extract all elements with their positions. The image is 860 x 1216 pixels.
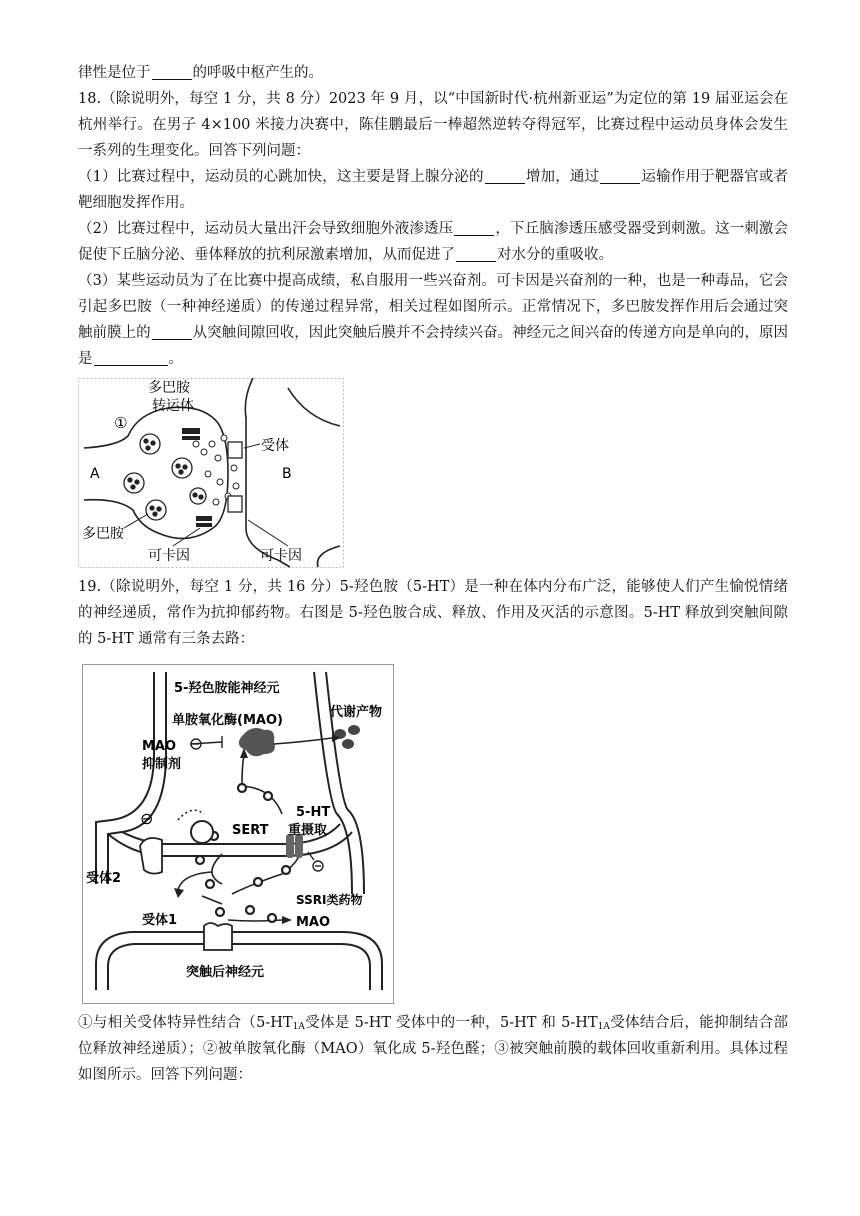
transporter-icon	[182, 428, 200, 434]
q18-text: 增加，通过	[525, 169, 600, 185]
answer-blank[interactable]	[94, 349, 168, 366]
document-page	[78, 60, 788, 1088]
q18-text: （1）比赛过程中，运动员的心跳加快，这主要是肾上腺分泌的	[78, 169, 484, 185]
answer-blank[interactable]	[152, 63, 192, 80]
q18-text: 。	[168, 351, 183, 367]
answer-blank[interactable]	[152, 323, 192, 340]
q19-stem: 19.（除说明外，每空 1 分，共 16 分）5-羟色胺（5-HT）是一种在体内分布广泛，能够使人们产生愉悦情绪的神经递质，常作为抗抑郁药物。右图是 5-羟色胺合成、释放、作用及灭活的示意图。5-HT 释放到突触间隙的 5-HT 通常有三条去路：	[78, 579, 788, 647]
subscript: 1A	[292, 1022, 305, 1032]
q17-text: 律性是位于	[78, 65, 151, 81]
dopamine-synapse-figure	[78, 378, 344, 568]
inhibition-icon: ⊖	[140, 809, 154, 828]
receptor1-label: 受体1	[142, 913, 178, 928]
q17-tail	[78, 60, 788, 86]
presynaptic-neuron-label: 5-羟色胺能神经元	[174, 681, 280, 696]
metabolite-label: 代谢产物	[330, 705, 383, 720]
label-1: ①	[114, 414, 128, 432]
mao-output-label: MAO	[296, 915, 331, 930]
postsynaptic-neuron-label: 突触后神经元	[186, 965, 265, 980]
q18-part2	[78, 216, 788, 268]
dopamine-label: 多巴胺	[82, 526, 124, 542]
q18-part1	[78, 164, 788, 216]
q18-stem: 18.（除说明外，每空 1 分，共 8 分）2023 年 9 月，以“中国新时代·杭州新亚运”为定位的第 19 届亚运会在杭州举行。在男子 4×100 米接力决赛中，陈佳鹏最后一棒超然逆转夺得冠军，比赛过程中运动员身体会发生一系列的生理变化。回答下列问题：	[78, 91, 788, 159]
ssri-label: SSRI类药物	[296, 893, 363, 907]
reuptake-label: 重摄取	[288, 823, 328, 838]
mao-inhibitor-label: MAO	[142, 739, 177, 754]
q18-text: ，下丘脑渗透压感受器受到刺激。这一刺激会促使下丘脑分泌、垂体释放的抗利尿激素增加，从而促进了	[78, 221, 788, 263]
q18-text: （3）某些运动员为了在比赛中提高成绩，私自服用一些兴奋剂。可卡因是兴奋剂的一种，也是一种毒品，它会引起多巴胺（一种神经递质）的传递过程异常，相关过程如图所示。正常情况下，多巴胺发挥作用后会通过突触前膜上的	[78, 273, 788, 341]
sert-label: SERT	[232, 823, 269, 838]
q19-text: ①与相关受体特异性结合（5-HT	[78, 1015, 293, 1031]
neuron-a-label: A	[90, 466, 100, 482]
answer-blank[interactable]	[485, 167, 525, 184]
mao-label: 单胺氧化酶(MAO)	[172, 713, 283, 728]
q18-part3	[78, 268, 788, 372]
neuron-b-label: B	[282, 466, 292, 482]
transporter-label: 多巴胺	[148, 380, 190, 396]
cocaine-label: 可卡因	[148, 548, 190, 564]
reuptake-label: 5-HT	[296, 805, 331, 820]
serotonin-synapse-diagram	[82, 664, 394, 1004]
answer-blank[interactable]	[456, 245, 496, 262]
answer-blank[interactable]	[600, 167, 640, 184]
receptor2-icon	[140, 838, 162, 874]
subscript: 1A	[597, 1022, 610, 1032]
mao-inhibitor-label: 抑制剂	[142, 757, 182, 772]
serotonin-synapse-figure	[82, 664, 394, 1004]
dopamine-synapse-diagram	[78, 378, 344, 568]
receptor2-label: 受体2	[86, 871, 122, 886]
q19-end	[78, 1010, 788, 1088]
q18-text: 运输作用于靶器官或者靶细胞发挥作用。	[78, 169, 788, 211]
q18-text: 对水分的重吸收。	[497, 247, 613, 263]
cocaine-label: 可卡因	[260, 548, 302, 564]
receptor-icon	[228, 442, 242, 458]
receptor1-icon	[204, 923, 232, 950]
q18-text: （2）比赛过程中，运动员大量出汗会导致细胞外液渗透压	[78, 221, 454, 237]
receptor-label: 受体	[261, 438, 289, 454]
q19-text: 受体是 5-HT 受体中的一种，5-HT 和 5-HT	[304, 1015, 598, 1031]
q18-text: 从突触间隙回收，因此突触后膜并不会持续兴奋。神经元之间兴奋的传递方向是单向的，原因是	[78, 325, 788, 367]
answer-blank[interactable]	[454, 219, 494, 236]
q17-text: 的呼吸中枢产生的。	[192, 65, 323, 81]
transporter-label: 转运体	[152, 398, 194, 414]
q19-text: 受体结合后，能抑制结合部位释放神经递质）；②被单胺氧化酶（MAO）氧化成 5-羟色醛；③被突触前膜的载体回收重新利用。具体过程如图所示。回答下列问题：	[78, 1015, 789, 1083]
receptor-icon	[228, 496, 242, 512]
